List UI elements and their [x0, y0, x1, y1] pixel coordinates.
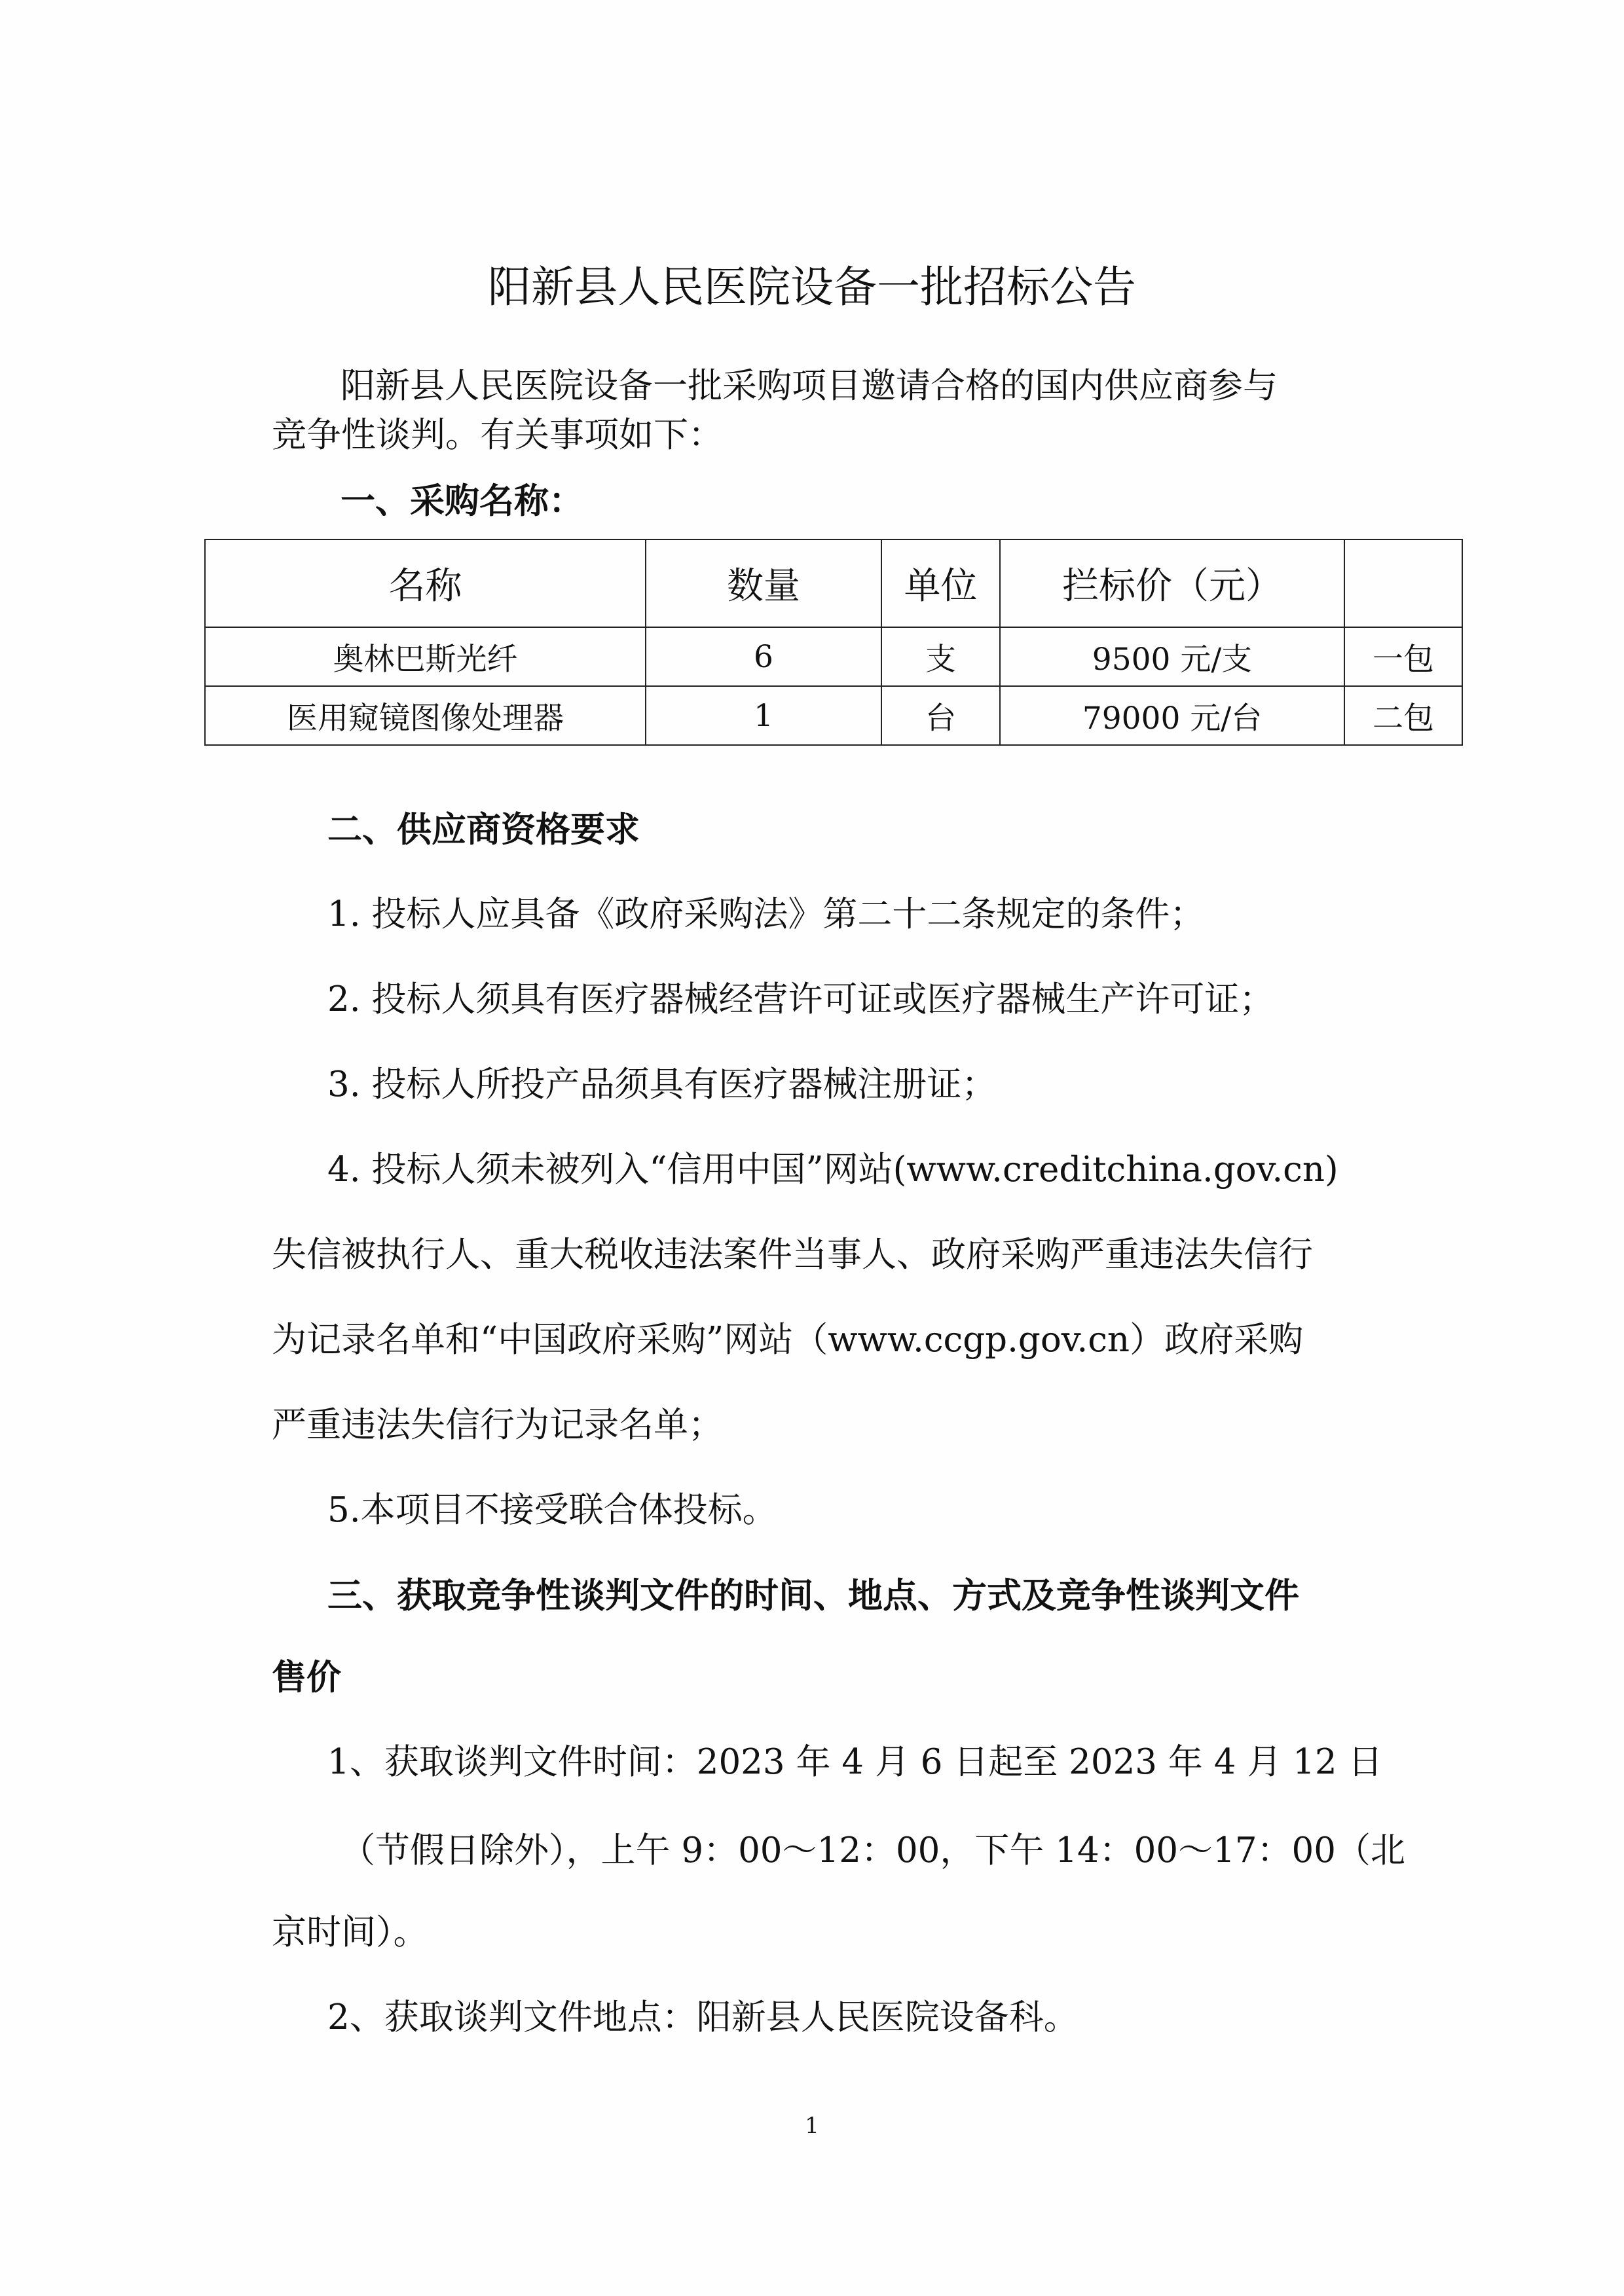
- cell-quantity: 6: [646, 627, 881, 686]
- page-number: 1: [805, 2113, 819, 2139]
- section-1-heading: 一、采购名称：: [341, 481, 583, 521]
- cell-price: 79000 元/台: [1000, 686, 1344, 745]
- table-header-row: [205, 539, 1462, 627]
- header-unit: 单位: [881, 539, 1000, 627]
- requirement-2: 2. 投标人须具有医疗器械经营许可证或医疗器械生产许可证；: [327, 979, 1274, 1019]
- requirement-4-line-3: 为记录名单和“中国政府采购”网站（www.ccgp.gov.cn）政府采购: [272, 1320, 1304, 1360]
- header-package: [1344, 539, 1462, 627]
- document-title: 阳新县人民医院设备一批招标公告: [488, 262, 1136, 312]
- header-ceiling-price: 拦标价（元）: [1000, 539, 1344, 627]
- section-2-heading: 二、供应商资格要求: [327, 809, 640, 850]
- section-3-heading-line-1: 三、获取竞争性谈判文件的时间、地点、方式及竞争性谈判文件: [327, 1575, 1299, 1616]
- procurement-table: [204, 539, 1463, 746]
- requirement-4-line-1: 4. 投标人须未被列入“信用中国”网站(www.creditchina.gov.cn): [327, 1150, 1338, 1190]
- acquisition-location: 2、获取谈判文件地点：阳新县人民医院设备科。: [327, 1997, 1079, 2037]
- cell-quantity: 1: [646, 686, 881, 745]
- header-name: 名称: [205, 539, 646, 627]
- section-3-heading-line-2: 售价: [272, 1657, 341, 1698]
- intro-line-1: 阳新县人民医院设备一批采购项目邀请合格的国内供应商参与: [341, 366, 1278, 406]
- requirement-4-line-2: 失信被执行人、重大税收违法案件当事人、政府采购严重违法失信行: [272, 1235, 1313, 1275]
- cell-package: 一包: [1344, 627, 1462, 686]
- table-row: [205, 686, 1462, 745]
- requirement-5: 5.本项目不接受联合体投标。: [327, 1490, 777, 1530]
- cell-package: 二包: [1344, 686, 1462, 745]
- requirement-1: 1. 投标人应具备《政府采购法》第二十二条规定的条件；: [327, 894, 1205, 934]
- acquisition-time-line-3: 京时间）。: [272, 1912, 428, 1952]
- requirement-3: 3. 投标人所投产品须具有医疗器械注册证；: [327, 1065, 997, 1104]
- table-row: [205, 627, 1462, 686]
- header-quantity: 数量: [646, 539, 881, 627]
- cell-name: 奥林巴斯光纤: [205, 627, 646, 686]
- cell-unit: 台: [881, 686, 1000, 745]
- cell-unit: 支: [881, 627, 1000, 686]
- acquisition-time-line-1: 1、获取谈判文件时间：2023 年 4 月 6 日起至 2023 年 4 月 12 日: [327, 1742, 1383, 1782]
- intro-line-2: 竞争性谈判。有关事项如下：: [272, 415, 723, 455]
- acquisition-time-line-2: （节假日除外），上午 9：00～12：00，下午 14：00～17：00（北: [341, 1831, 1405, 1870]
- requirement-4-line-4: 严重违法失信行为记录名单；: [272, 1405, 723, 1445]
- cell-name: 医用窥镜图像处理器: [205, 686, 646, 745]
- cell-price: 9500 元/支: [1000, 627, 1344, 686]
